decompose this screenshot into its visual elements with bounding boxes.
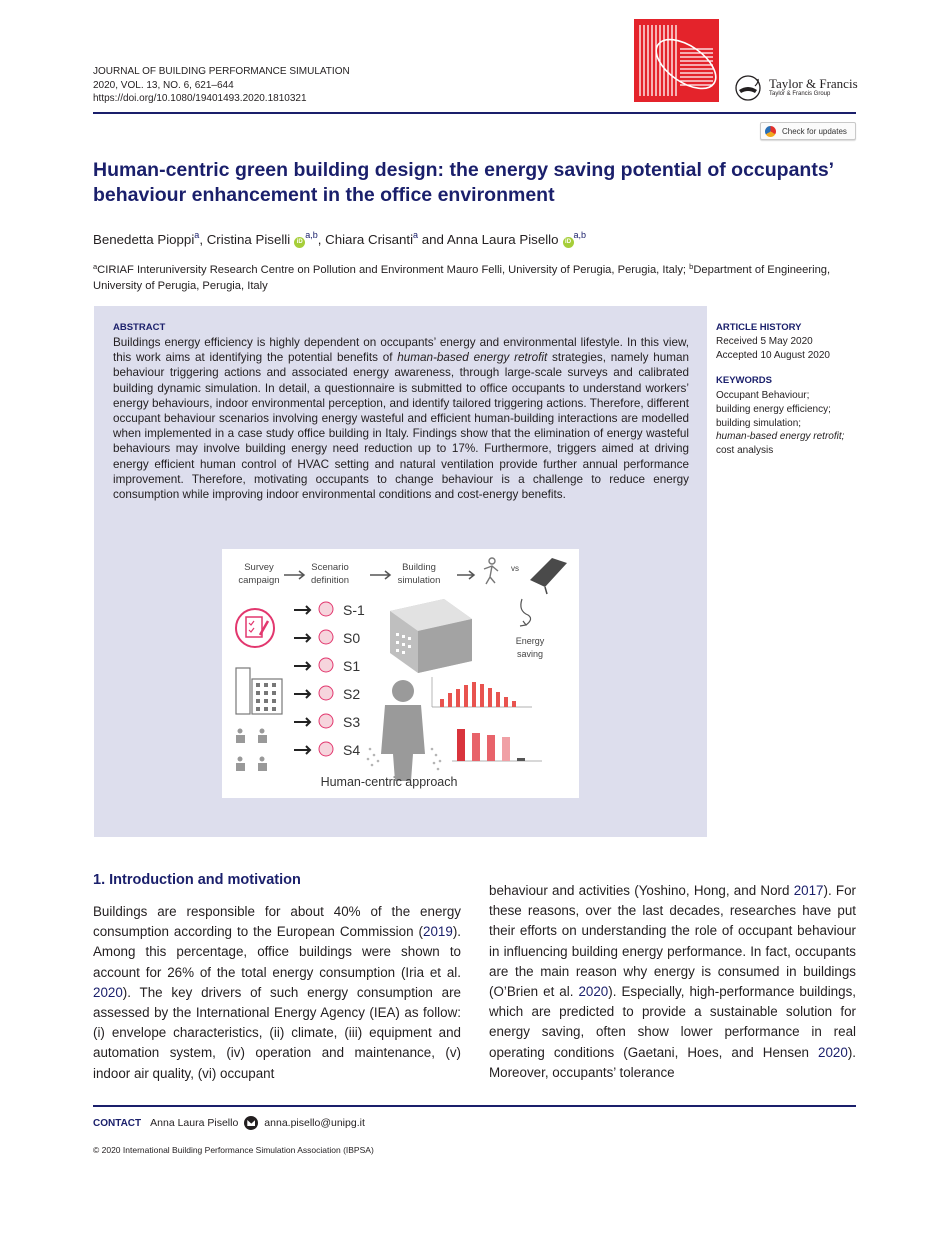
abstract-text: Buildings energy efficiency is highly dependent on occupants’ energy and environmental lifestyle. In this view, this work aims at identifying the potential benefits of human-based energy retrofit strategies, namely human behaviour triggering actions and associated energy awareness, through large-scale surveys and calibrated building dynamic simulation. In detail, a questionnaire is submitted to office occupants to understand workers’ energy behaviours, indoor environmental perception, and identify tailored triggering actions. Therefore, different occupant behaviour scenarios involving energy wasteful and efficient human-building interactions are modelled when implemented in a case study office building in Italy. Findings show that the elimination of energy wasteful behaviours may involve building energy need reduction up to 17%. Furthermore, triggers aimed at driving energy efficient human control of HVAC setting and natural ventilation provide further annual performance improvement. Therefore, motivating occupants to change behaviour is a challenge to reduce energy consumption while improving indoor environmental conditions and cost-energy benefits. [113, 336, 689, 502]
arrow-icon [457, 571, 474, 579]
energy-bar-chart [432, 677, 532, 707]
figure-caption: Human-centric approach [320, 775, 458, 789]
keyword: building simulation; [716, 417, 802, 429]
author-affiliation: a,b [573, 230, 587, 240]
journal-logo-icon [634, 19, 719, 102]
human-silhouette-icon [381, 680, 425, 781]
author-name[interactable]: Cristina Piselli [206, 232, 291, 247]
citation-link[interactable]: 2020 [93, 984, 123, 1000]
publisher-logo [735, 74, 860, 104]
scenario-label: S3 [343, 714, 361, 730]
step-label: definition [310, 575, 350, 586]
scenario-row [294, 686, 360, 702]
scenario-row [294, 742, 360, 758]
copyright-notice: © 2020 International Building Performance Simulation Association (IBPSA) [93, 1145, 374, 1155]
curved-arrow-icon [520, 599, 531, 626]
mail-icon [244, 1116, 258, 1130]
received-date: Received 5 May 2020 [716, 336, 813, 347]
contact-line [93, 1116, 365, 1130]
scenario-row [294, 630, 360, 646]
author-affiliation: a [413, 230, 419, 240]
paper-title: Human-centric green building design: the energy saving potential of occupants’ behaviour enhancement in the office environment [93, 159, 834, 206]
step-label: simulation [397, 575, 441, 586]
savings-bar-chart [452, 729, 542, 761]
header-divider [93, 112, 856, 114]
keyword: Occupant Behaviour; [716, 390, 810, 401]
keyword: human-based energy retrofit; [716, 431, 845, 443]
person-icon [484, 558, 498, 584]
citation-link[interactable]: 2020 [818, 1044, 848, 1060]
author-name[interactable]: Chiara Crisanti [325, 232, 414, 247]
scenario-list [294, 602, 365, 758]
body-column-right: behaviour and activities (Yoshino, Hong, and Nord 2017). For these reasons, over the last decades, researches have put their efforts on understanding the role of occupant behaviour in influencing building energy performance. In fact, occupants are the main reason why energy is consumed in buildings (O’Brien et al. 2020). Especially, high-performance buildings, which are predicted to provide a sustainable solution for energy saving, often show lower performance in real operating conditions (Gaetani, Hoes, and Hensen 2020). Moreover, occupants’ tolerance [489, 883, 856, 1080]
publisher-name: Taylor & Francis [769, 76, 858, 91]
author-affiliation: a [194, 230, 200, 240]
abstract-heading: ABSTRACT [113, 322, 166, 333]
step-label: campaign [238, 575, 280, 586]
journal-info [93, 65, 350, 106]
contact-name: Anna Laura Pisello [150, 1117, 239, 1129]
graphical-abstract [222, 549, 579, 798]
scenario-label: S2 [343, 686, 361, 702]
scenario-label: S1 [343, 658, 361, 674]
author-name[interactable]: Anna Laura Pisello [446, 232, 559, 247]
arrow-icon [284, 571, 304, 579]
body-column-left: Buildings are responsible for about 40% of the energy consumption according to the European Commission (2019). Among this percentage, office buildings were shown to account for 26% of the total energy consumption (Iria et al. 2020). The key drivers of such energy consumption are assessed by the International Energy Agency (IEA) as follow: (i) envelope characteristics, (ii) climate, (iii) equipment and automation system, (iv) operation and maintenance, (v) indoor air quality, (vi) occupant [93, 904, 461, 1081]
doi-link[interactable]: https://doi.org/10.1080/19401493.2020.1810321 [93, 93, 307, 104]
citation-link[interactable]: 2020 [578, 984, 609, 1000]
building-model-image [390, 599, 472, 673]
keywords-heading: KEYWORDS [716, 375, 772, 386]
author-affiliation: a,b [305, 230, 318, 240]
citation-link[interactable]: 2017 [793, 883, 824, 898]
footer-divider [93, 1105, 856, 1107]
article-history-heading: ARTICLE HISTORY [716, 322, 802, 333]
keyword: cost analysis [716, 445, 774, 457]
vs-label: vs [511, 564, 519, 573]
scenario-row [294, 602, 365, 618]
survey-icon [236, 609, 274, 647]
energy-saving-label: saving [516, 649, 544, 659]
contact-label: CONTACT [93, 1117, 142, 1129]
section-heading: 1. Introduction and motivation [93, 872, 301, 888]
publisher-group: Taylor & Francis Group [769, 91, 831, 97]
step-label: Scenario [311, 562, 349, 573]
crossmark-icon [765, 126, 776, 137]
check-for-updates-button[interactable] [760, 122, 856, 140]
office-building-icon [236, 668, 282, 714]
keywords-list [716, 389, 866, 458]
office-workers-icon [236, 729, 267, 772]
orcid-icon[interactable]: iD [294, 237, 305, 248]
step-label: Survey [244, 562, 274, 573]
citation-link[interactable]: 2019 [423, 924, 453, 940]
solar-panel-icon [530, 558, 567, 594]
orcid-icon[interactable]: iD [563, 237, 574, 248]
contact-email[interactable]: anna.pisello@unipg.it [264, 1117, 365, 1129]
arrow-icon [370, 571, 390, 579]
lamp-icon [735, 74, 765, 102]
keyword: building energy efficiency; [716, 403, 831, 415]
accepted-date: Accepted 10 August 2020 [716, 350, 830, 361]
energy-saving-label: Energy [515, 636, 545, 646]
journal-name: JOURNAL OF BUILDING PERFORMANCE SIMULATION [93, 66, 350, 77]
scenario-row [294, 658, 360, 674]
check-updates-label: Check for updates [782, 126, 847, 136]
scenario-label: S4 [343, 742, 361, 758]
scenario-label: S-1 [343, 602, 365, 618]
scenario-label: S0 [343, 630, 361, 646]
author-list: Benedetta Pioppi$^a$, Cristina Piselli iD$^{a,b}$, Chiara Crisanti$^a$ and Anna Laura Pisello iD$^{a,b}$ [93, 230, 587, 247]
step-label: Building [402, 562, 436, 573]
author-name[interactable]: Benedetta Pioppi [93, 232, 195, 247]
volume-info: 2020, VOL. 13, NO. 6, 621–644 [93, 79, 234, 91]
affiliations: $^a$CIRIAF Interuniversity Research Centre on Pollution and Environment Mauro Felli, University of Perugia, Perugia, Italy; $^b$Department of Engineering, University of Perugia, Perugia, Italy [93, 262, 831, 292]
scenario-row [294, 714, 360, 730]
